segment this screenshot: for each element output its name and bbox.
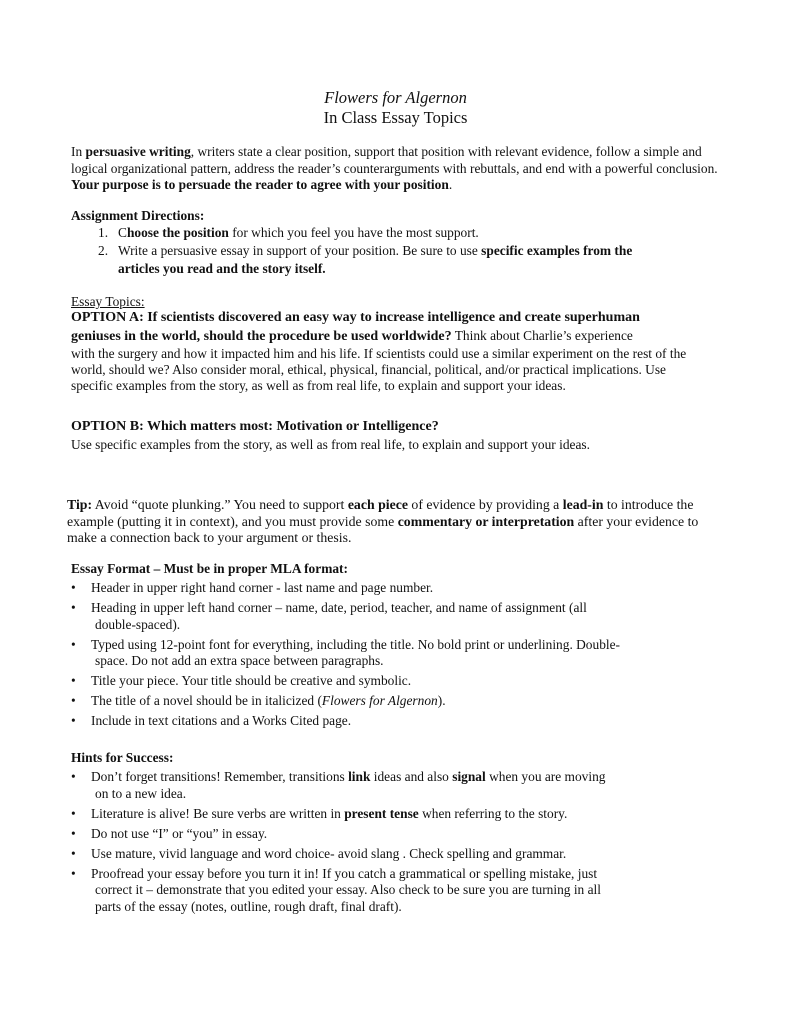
intro-bold-2: Your purpose is to persuade the reader to agree with your position (71, 177, 449, 192)
hint-proofread-text-1: Proofread your essay before you turn it in! If you catch a grammatical or spelling mistake, just (91, 865, 598, 881)
format-item-heading-text-2: double-spaced). (95, 616, 181, 632)
directions-item-1 (71, 225, 731, 242)
bullet-icon: • (71, 769, 76, 784)
topics-heading-text: Essay Topics: (71, 294, 145, 309)
topics-heading (71, 294, 731, 311)
format-item-italic-text-2: ). (437, 693, 446, 708)
intro-text-2: , writers state a clear position, support that position with relevant evidence, follow a simple and logical organizational pattern, address the reader’s counterarguments with rebuttals, and end with a powerful conclusion. (71, 144, 718, 176)
tip-label: Tip: (67, 497, 93, 512)
option-a-line-2-rest: Think about Charlie’s experience (451, 328, 633, 343)
hint-present-tense (0, 806, 731, 823)
option-b-heading (71, 419, 731, 436)
hint-transitions-bold-2: signal (452, 769, 486, 784)
format-heading-text: Essay Format – Must be in proper MLA format: (71, 561, 348, 576)
directions-item-2 (71, 243, 731, 260)
option-b-line: Use specific examples from the story, as well as from real life, to explain and support your ideas. (71, 437, 590, 452)
option-b-bold: OPTION B: Which matters most: Motivation or Intelligence? (71, 419, 439, 434)
hint-language-text: Use mature, vivid language and word choice- avoid slang . Check spelling and grammar. (91, 845, 567, 861)
tip-bold-2: lead-in (562, 497, 604, 512)
directions-item-2-bold-1: specific examples from the (481, 243, 633, 258)
hint-transitions-text-1: Don’t forget transitions! Remember, transitions (91, 769, 349, 784)
format-item-heading-text-1: Heading in upper left hand corner – name, date, period, teacher, and name of assignment (all (91, 600, 587, 615)
bullet-icon: • (71, 825, 76, 841)
bullet-icon: • (71, 636, 76, 652)
directions-heading-text: Assignment Directions: (71, 208, 205, 223)
tip-text-4: after your evidence to make a connection back to your argument or thesis. (67, 513, 699, 545)
format-item-italic-text-1: The title of a novel should be in italicized ( (91, 693, 322, 708)
directions-heading (71, 208, 731, 225)
format-item-citations-text: Include in text citations and a Works Cited page. (91, 713, 352, 728)
intro-paragraph (71, 144, 731, 194)
hints-heading-text: Hints for Success: (71, 750, 174, 765)
option-a-line-4: world, should we? Also consider moral, ethical, physical, financial, political, and/or practical implications. Use (71, 362, 666, 377)
format-heading (71, 561, 731, 578)
bullet-icon: • (71, 600, 76, 615)
hint-present-tense-bold: present tense (344, 805, 419, 821)
bullet-icon: • (71, 713, 76, 728)
hint-present-tense-text-1: Literature is alive! Be sure verbs are written in (91, 805, 345, 821)
directions-item-1-number: 1. (98, 225, 109, 240)
hint-no-i-you-text: Do not use “I” or “you” in essay. (91, 825, 268, 841)
option-a-line-3: with the surgery and how it impacted him and his life. If scientists could use a similar experiment on the rest of the (71, 346, 687, 361)
format-item-header-text: Header in upper right hand corner - last name and page number. (91, 580, 434, 595)
intro-text-3: . (448, 177, 453, 192)
format-item-italic-novel: Flowers for Algernon (321, 693, 438, 708)
format-item-typed (0, 637, 731, 670)
hint-proofread-text-2: correct it – demonstrate that you edited your essay. Also check to be sure you are turning in all (95, 882, 601, 897)
directions-item-2-number: 2. (98, 243, 109, 258)
hint-no-i-you (0, 826, 731, 843)
format-item-header (0, 580, 731, 597)
tip-bold-1: each piece (347, 497, 408, 512)
option-a-bold-2: geniuses in the world, should the procedure be used worldwide? (71, 329, 452, 344)
hints-list (71, 769, 731, 919)
document-subtitle: In Class Essay Topics (323, 108, 468, 127)
hint-proofread-text-3: parts of the essay (notes, outline, rough draft, final draft). (95, 898, 402, 914)
bullet-icon: • (71, 673, 76, 688)
option-a-bold-1: OPTION A: If scientists discovered an easy way to increase intelligence and create superhuman (71, 310, 640, 325)
document-title: Flowers for Algernon (324, 88, 467, 107)
directions-item-1-post: for which you feel you have the most support. (228, 225, 479, 240)
format-list (71, 580, 731, 733)
hint-language (0, 846, 731, 863)
directions-item-1-pre: C (118, 225, 127, 240)
tip-paragraph (67, 497, 717, 547)
format-item-heading (0, 600, 731, 633)
option-a-line-2 (71, 328, 731, 346)
intro-bold-1: persuasive writing (85, 144, 191, 159)
tip-text-1: Avoid “quote plunking.” You need to support (92, 497, 348, 512)
hint-proofread (0, 866, 731, 916)
format-item-title (0, 673, 731, 690)
tip-text-3: to introduce the example (putting it in context), and you must provide some (67, 497, 694, 529)
directions-item-2-cont (118, 261, 778, 278)
directions-item-1-bold: hoose the position (126, 225, 229, 240)
hint-present-tense-text-2: when referring to the story. (418, 805, 568, 821)
bullet-icon: • (71, 805, 76, 821)
format-item-citations (0, 713, 731, 730)
format-item-title-text: Title your piece. Your title should be creative and symbolic. (91, 673, 412, 688)
hint-transitions-text-2: ideas and also (370, 769, 453, 784)
bullet-icon: • (71, 580, 76, 595)
bullet-icon: • (71, 845, 76, 861)
hint-transitions-text-4: on to a new idea. (95, 785, 187, 801)
tip-bold-3: commentary or interpretation (397, 513, 575, 529)
format-item-typed-text-1: Typed using 12-point font for everything, including the title. No bold print or underlining. Double- (91, 636, 621, 652)
bullet-icon: • (71, 693, 76, 708)
directions-item-2-bold-2: articles you read and the story itself. (118, 261, 326, 276)
hint-transitions-text-3: when you are moving (485, 769, 606, 784)
hint-transitions (0, 769, 731, 802)
tip-text-2: of evidence by providing a (407, 497, 563, 512)
option-a-line-1 (71, 310, 731, 327)
intro-text-1: In (71, 144, 86, 159)
hint-transitions-bold-1: link (348, 769, 371, 784)
bullet-icon: • (71, 865, 76, 881)
hints-heading (71, 750, 731, 767)
format-item-italic (0, 693, 731, 710)
format-item-typed-text-2: space. Do not add an extra space between paragraphs. (95, 653, 384, 668)
directions-item-2-pre: Write a persuasive essay in support of your position. Be sure to use (118, 243, 482, 258)
option-a-line-5: specific examples from the story, as well as from real life, to explain and support your ideas. (71, 378, 566, 393)
